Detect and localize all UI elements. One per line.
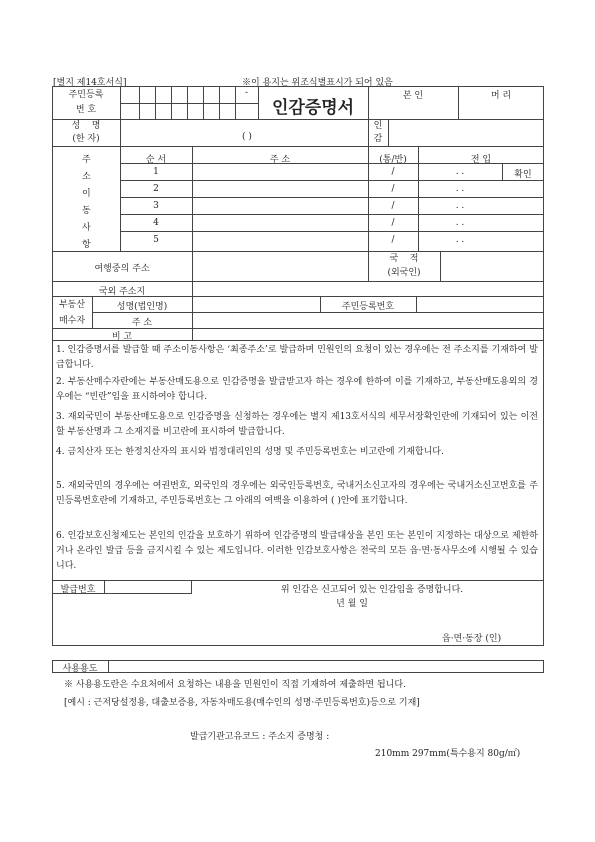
- col-tong-ban: (통/반): [379, 155, 407, 165]
- note-item: 5. 재외국민의 경우에는 여권번호, 외국인의 경우에는 외국인등록번호, 국내거소신고자의 경우에는 국내거소신고번호를 주민등록번호란에 기재하고, 주민등록번호는 그 아래의 여백을 이용하여 ( )안에 표기합니다.: [56, 481, 538, 506]
- certify-text: 위 인감은 신고되어 있는 인감임을 증명합니다.: [280, 585, 464, 595]
- page-title: 인감증명서: [271, 98, 355, 118]
- head-label: 머 리: [490, 91, 512, 101]
- issuer-seal: 읍·면·동장 (인): [442, 634, 502, 644]
- col-order: 순 서: [145, 155, 167, 165]
- note-item: 2. 부동산매수자란에는 부동산매도용으로 인감증명을 발급받고자 하는 경우에 한하여 이를 기재하고, 부동산매도용외의 경우에는 “빈란”임을 표시하여야 합니다.: [56, 377, 538, 402]
- note-item: 4. 금치산자 또는 한정치산자의 표시와 법정대리인의 성명 및 주민등록번호는 비고란에 기재합니다.: [56, 447, 444, 457]
- name-hanja-paren: ( ): [242, 132, 252, 142]
- col-move-in: 전 입: [470, 155, 492, 165]
- buyer-name-label: 성명(법인명): [116, 302, 168, 312]
- issuer-code-line: 발급기관고유코드 : 주소지 증명청 :: [190, 732, 330, 742]
- buyer-label: 부동산 매수자: [58, 300, 86, 326]
- nationality-label: 국 적 (외국인): [387, 254, 421, 278]
- buyer-address-label: 주 소: [131, 318, 153, 328]
- remarks-label: 비 고: [111, 332, 133, 342]
- confirm-label: 확인: [514, 170, 532, 180]
- form-number: [별지 제14호서식]: [53, 78, 127, 88]
- rrn-label: 주민등록 번 호: [68, 90, 104, 115]
- usage-label: 사용용도: [62, 664, 98, 674]
- rrn-dash: -: [244, 88, 249, 98]
- self-label: 본 인: [402, 91, 424, 101]
- overseas-address-label: 국외 주소지: [98, 287, 146, 297]
- issue-number-label: 발급번호: [60, 585, 96, 595]
- usage-note: ※ 사용용도란은 수요처에서 요청하는 내용을 민원인이 직접 기재하여 제출하면 됩니다.: [64, 680, 406, 690]
- note-item: 1. 인감증명서를 발급할 때 주소이동사항은 ‘최종주소’로 발급하며 민원인의 요청이 있는 경우에는 전 주소지를 기재하여 발급합니다.: [56, 345, 538, 370]
- col-address: 주 소: [269, 155, 291, 165]
- note-item: 6. 인감보호신청제도는 본인의 인감을 보호하기 위하여 인감증명의 발급대상을 본인 또는 본인이 지정하는 대상으로 제한하거나 온라인 발급 등을 금지시킬 수 있는 제도입니다. 이러한 인감보호사항은 전국의 모든 읍·면·동사무소에 시행될 수 있습니다.: [56, 531, 538, 571]
- travel-address-label: 여행중의 주소: [94, 264, 150, 274]
- addr-history-label: 주 소 이 동 사 항: [82, 155, 91, 250]
- seal-label: 인 감: [373, 121, 383, 144]
- name-label: 성 명 (한 자): [71, 121, 101, 144]
- usage-row: [52, 660, 544, 673]
- usage-example: [예시 : 근저당설정용, 대출보증용, 자동차매도용(매수인의 성명·주민등록번호)등으로 기재]: [64, 698, 420, 708]
- paper-spec: 210mm 297mm(특수용지 80g/㎡): [375, 749, 521, 759]
- buyer-rrn-label: 주민등록번호: [341, 302, 395, 312]
- note-item: 3. 재외국민이 부동산매도용으로 인감증명을 신청하는 경우에는 별지 제13호서식의 세무서장확인란에 기재되어 있는 이전할 부동산명과 그 소재지를 비고란에 표시하여 발급합니다.: [56, 412, 538, 437]
- issue-date: 년 월 일: [336, 599, 368, 609]
- forgery-notice: ※이 용지는 위조식별표시가 되어 있음: [242, 78, 393, 88]
